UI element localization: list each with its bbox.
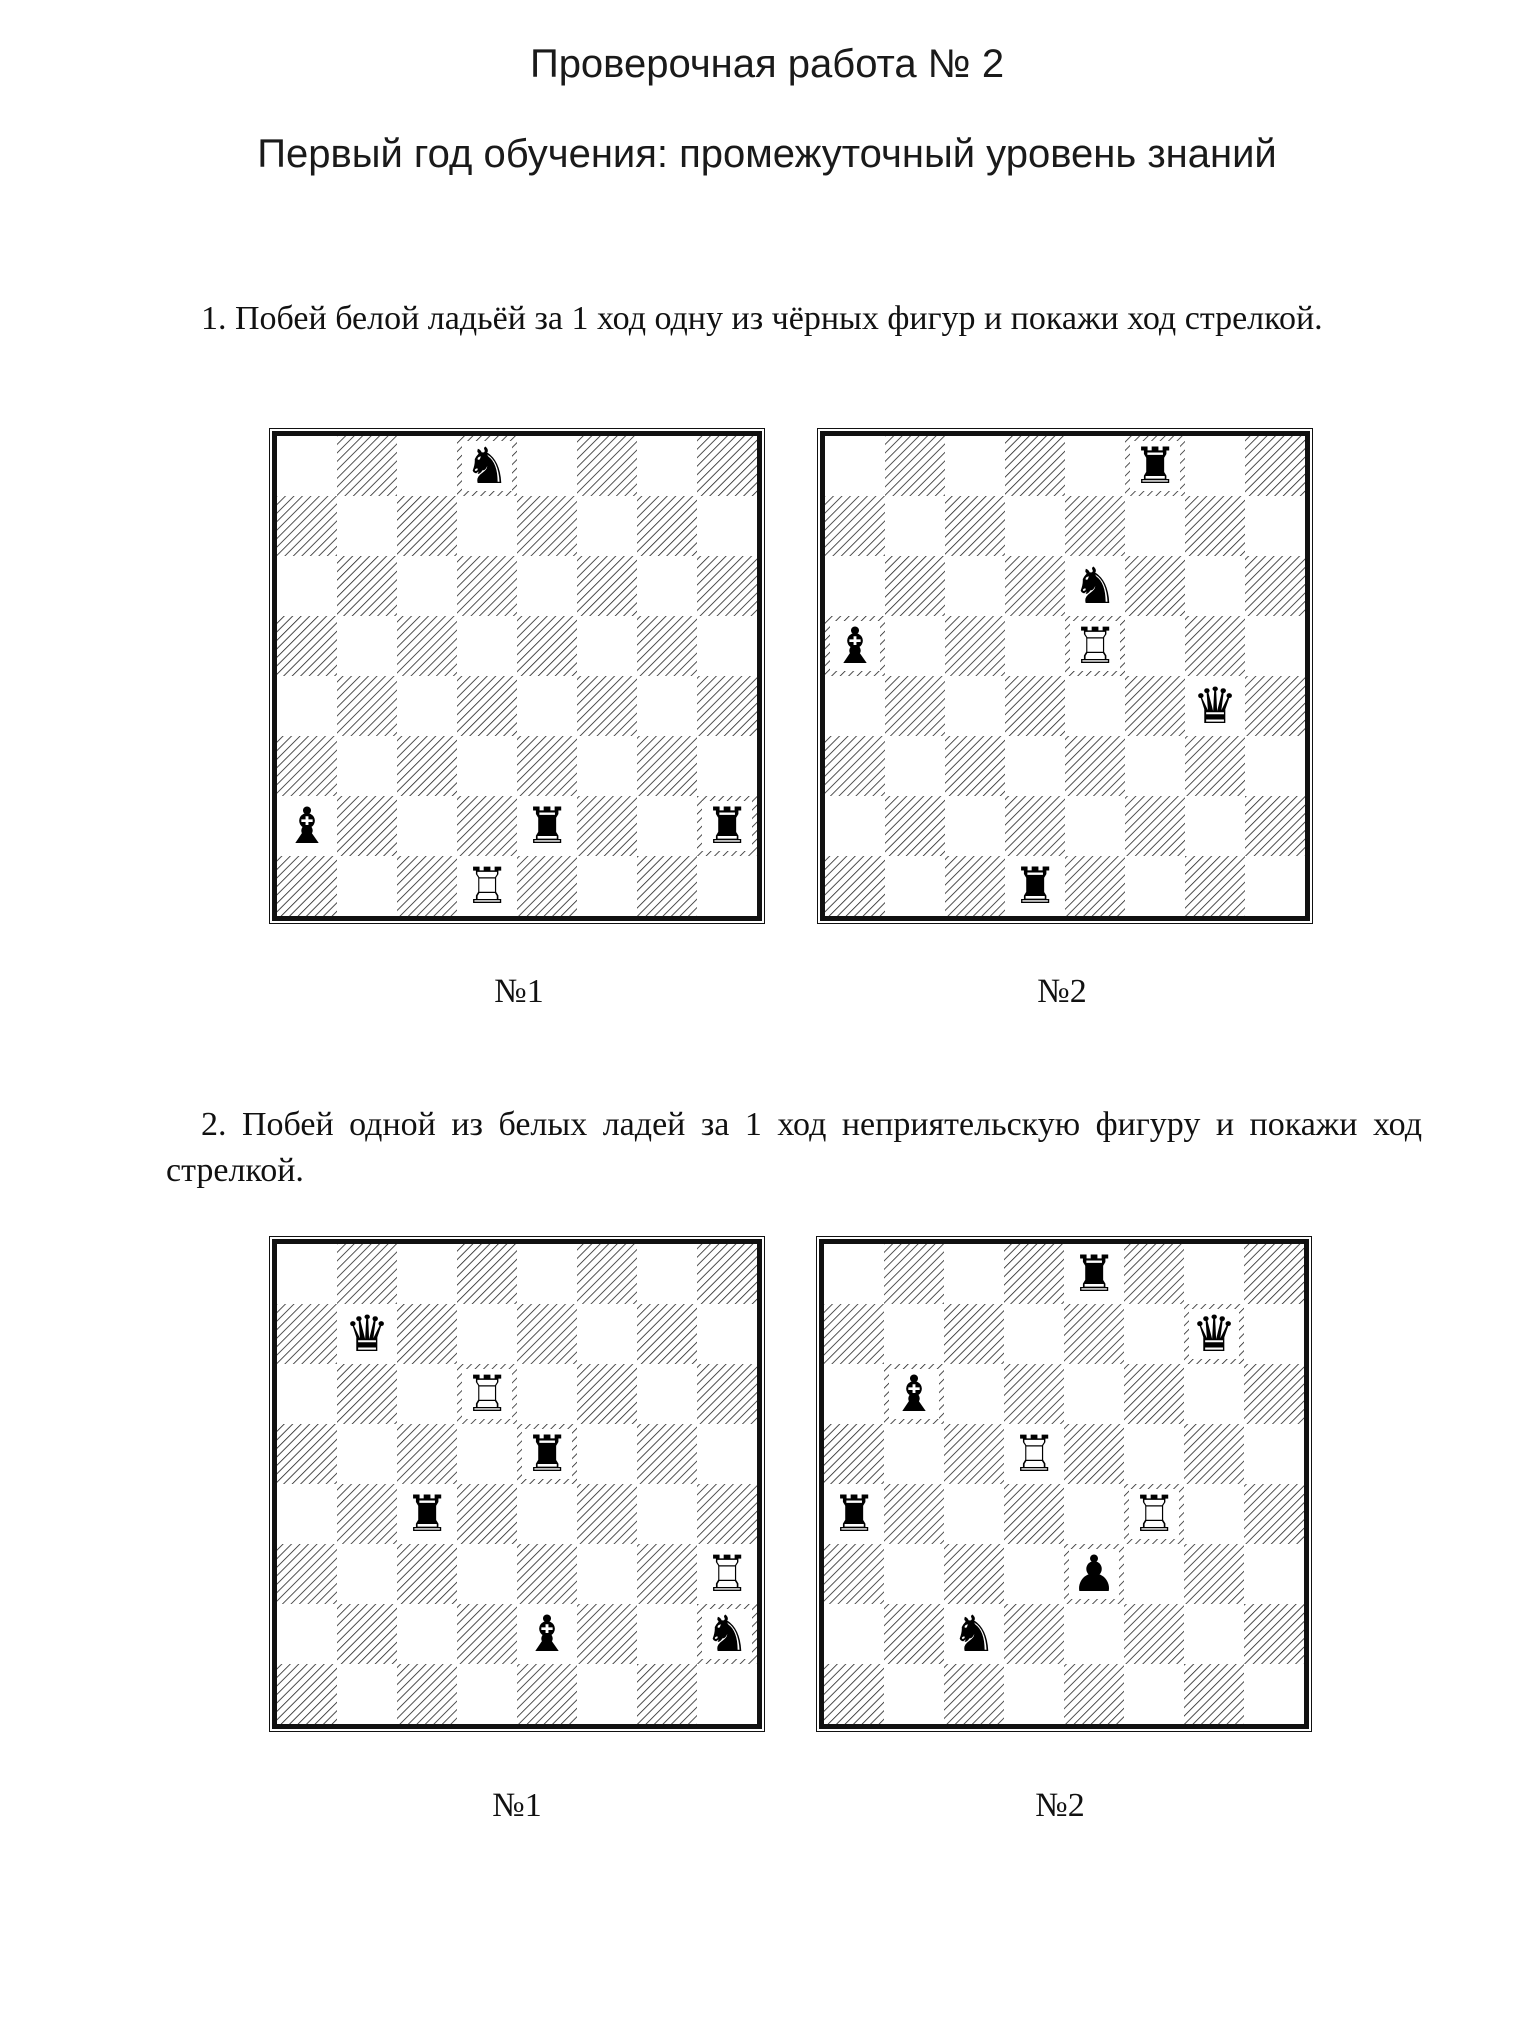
light-square — [1005, 616, 1065, 676]
light-square — [577, 496, 637, 556]
dark-square — [277, 1424, 337, 1484]
light-square — [824, 1244, 884, 1304]
light-square — [1184, 1604, 1244, 1664]
dark-square — [1244, 1484, 1304, 1544]
light-square — [457, 1304, 517, 1364]
dark-square — [577, 556, 637, 616]
dark-square — [277, 496, 337, 556]
light-square — [637, 1364, 697, 1424]
dark-square — [824, 1664, 884, 1724]
dark-square — [637, 496, 697, 556]
light-square — [637, 1484, 697, 1544]
dark-square — [397, 1304, 457, 1364]
light-square — [637, 796, 697, 856]
black-knight-icon: ♞ — [1072, 557, 1118, 615]
dark-square — [337, 1484, 397, 1544]
light-square — [637, 1604, 697, 1664]
dark-square — [397, 736, 457, 796]
black-queen-icon: ♛ — [344, 1305, 390, 1363]
light-square — [1125, 856, 1185, 916]
dark-square — [945, 856, 1005, 916]
light-square — [1185, 796, 1245, 856]
light-square — [1244, 1664, 1304, 1724]
task-1-instruction: 1. Побей белой ладьёй за 1 ход одну из чёрных фигур и покажи ход стрелкой. — [201, 300, 1323, 337]
dark-square — [637, 1664, 697, 1724]
task-1-diagram-2-board — [820, 431, 1310, 921]
dark-square — [884, 1604, 944, 1664]
dark-square — [1185, 616, 1245, 676]
black-queen-icon: ♛ — [1192, 677, 1238, 735]
chess-diagram — [824, 1244, 1304, 1724]
dark-square — [885, 796, 945, 856]
dark-square — [1245, 556, 1305, 616]
dark-square — [517, 496, 577, 556]
dark-square — [1184, 1424, 1244, 1484]
dark-square — [517, 616, 577, 676]
light-square — [1065, 796, 1125, 856]
dark-square — [337, 436, 397, 496]
task-2-instruction: 2. Побей одной из белых ладей за 1 ход неприятельскую фигуру и покажи ход стрелкой. — [166, 1106, 1422, 1189]
black-rook-icon: ♜ — [1132, 437, 1178, 495]
light-square — [697, 1424, 757, 1484]
light-square — [517, 1484, 577, 1544]
light-square — [1124, 1544, 1184, 1604]
light-square — [457, 1544, 517, 1604]
dark-square — [885, 676, 945, 736]
dark-square — [577, 1604, 637, 1664]
dark-square — [337, 1604, 397, 1664]
dark-square — [457, 676, 517, 736]
dark-square — [457, 556, 517, 616]
black-knight-icon: ♞ — [464, 437, 510, 495]
dark-square — [1004, 1244, 1064, 1304]
task-2-diagram-2-caption: №2 — [1035, 1787, 1085, 1824]
light-square — [457, 1664, 517, 1724]
light-square — [884, 1424, 944, 1484]
light-square — [1185, 436, 1245, 496]
light-square — [697, 1304, 757, 1364]
black-queen-icon: ♛ — [1191, 1305, 1237, 1363]
dark-square — [825, 856, 885, 916]
light-square — [637, 436, 697, 496]
light-square — [577, 1424, 637, 1484]
light-square — [337, 856, 397, 916]
dark-square — [457, 1484, 517, 1544]
light-square — [457, 736, 517, 796]
light-square — [277, 556, 337, 616]
white-rook-icon: ♖ — [1072, 617, 1118, 675]
dark-square — [577, 1484, 637, 1544]
light-square — [577, 1544, 637, 1604]
black-pawn-icon: ♟ — [1071, 1545, 1117, 1603]
light-square — [397, 1604, 457, 1664]
dark-square — [397, 1544, 457, 1604]
dark-square — [697, 1484, 757, 1544]
dark-square — [337, 796, 397, 856]
dark-square — [1245, 676, 1305, 736]
dark-square — [397, 1664, 457, 1724]
black-bishop-icon: ♝ — [832, 617, 878, 675]
dark-square — [337, 556, 397, 616]
light-square — [884, 1304, 944, 1364]
light-square — [1245, 856, 1305, 916]
dark-square — [517, 1664, 577, 1724]
light-square — [1125, 736, 1185, 796]
dark-square — [884, 1484, 944, 1544]
dark-square — [637, 736, 697, 796]
dark-square — [697, 676, 757, 736]
light-square — [577, 616, 637, 676]
light-square — [1065, 436, 1125, 496]
light-square — [1065, 676, 1125, 736]
chess-diagram — [277, 1244, 757, 1724]
light-square — [885, 616, 945, 676]
black-rook-icon: ♜ — [404, 1485, 450, 1543]
dark-square — [1184, 1544, 1244, 1604]
light-square — [637, 676, 697, 736]
light-square — [825, 436, 885, 496]
dark-square — [1065, 736, 1125, 796]
dark-square — [337, 676, 397, 736]
light-square — [517, 556, 577, 616]
dark-square — [1065, 856, 1125, 916]
light-square — [277, 676, 337, 736]
light-square — [697, 616, 757, 676]
dark-square — [1184, 1664, 1244, 1724]
light-square — [825, 676, 885, 736]
black-rook-icon: ♜ — [704, 797, 750, 855]
light-square — [1004, 1304, 1064, 1364]
light-square — [1245, 616, 1305, 676]
light-square — [577, 856, 637, 916]
worksheet-title: Проверочная работа № 2 — [529, 42, 1005, 86]
dark-square — [397, 616, 457, 676]
black-rook-icon: ♜ — [524, 1425, 570, 1483]
light-square — [397, 796, 457, 856]
dark-square — [277, 1544, 337, 1604]
dark-square — [1244, 1604, 1304, 1664]
light-square — [1184, 1484, 1244, 1544]
dark-square — [824, 1304, 884, 1364]
light-square — [1004, 1544, 1064, 1604]
dark-square — [637, 1424, 697, 1484]
black-rook-icon: ♜ — [1071, 1245, 1117, 1303]
light-square — [697, 856, 757, 916]
light-square — [397, 676, 457, 736]
dark-square — [1185, 736, 1245, 796]
black-bishop-icon: ♝ — [524, 1605, 570, 1663]
dark-square — [577, 676, 637, 736]
light-square — [697, 496, 757, 556]
task-2-diagram-2-board — [819, 1239, 1309, 1729]
dark-square — [637, 1544, 697, 1604]
dark-square — [1065, 496, 1125, 556]
light-square — [277, 1484, 337, 1544]
light-square — [457, 1424, 517, 1484]
light-square — [885, 496, 945, 556]
dark-square — [457, 1244, 517, 1304]
dark-square — [1125, 676, 1185, 736]
light-square — [1064, 1604, 1124, 1664]
dark-square — [1124, 1364, 1184, 1424]
dark-square — [1185, 496, 1245, 556]
light-square — [1244, 1424, 1304, 1484]
light-square — [1125, 616, 1185, 676]
light-square — [337, 1544, 397, 1604]
light-square — [1125, 496, 1185, 556]
chess-diagram — [277, 436, 757, 916]
dark-square — [637, 616, 697, 676]
light-square — [697, 1664, 757, 1724]
dark-square — [277, 1664, 337, 1724]
dark-square — [697, 556, 757, 616]
dark-square — [944, 1664, 1004, 1724]
light-square — [577, 1304, 637, 1364]
dark-square — [397, 496, 457, 556]
light-square — [825, 556, 885, 616]
light-square — [1245, 496, 1305, 556]
dark-square — [824, 1544, 884, 1604]
white-rook-icon: ♖ — [464, 1365, 510, 1423]
dark-square — [517, 736, 577, 796]
black-rook-icon: ♜ — [524, 797, 570, 855]
light-square — [517, 1244, 577, 1304]
white-rook-icon: ♖ — [1011, 1425, 1057, 1483]
dark-square — [1125, 796, 1185, 856]
light-square — [1244, 1304, 1304, 1364]
black-knight-icon: ♞ — [951, 1605, 997, 1663]
light-square — [825, 796, 885, 856]
white-rook-icon: ♖ — [464, 857, 510, 915]
light-square — [945, 796, 1005, 856]
light-square — [1184, 1364, 1244, 1424]
light-square — [337, 616, 397, 676]
light-square — [697, 736, 757, 796]
dark-square — [337, 1244, 397, 1304]
dark-square — [1244, 1364, 1304, 1424]
dark-square — [944, 1424, 1004, 1484]
white-rook-icon: ♖ — [1131, 1485, 1177, 1543]
light-square — [1124, 1304, 1184, 1364]
light-square — [1005, 496, 1065, 556]
black-rook-icon: ♜ — [831, 1485, 877, 1543]
light-square — [945, 436, 1005, 496]
light-square — [884, 1544, 944, 1604]
light-square — [577, 736, 637, 796]
light-square — [397, 556, 457, 616]
dark-square — [517, 1544, 577, 1604]
dark-square — [1005, 796, 1065, 856]
worksheet-subtitle: Первый год обучения: промежуточный уровень знаний — [257, 132, 1277, 176]
light-square — [337, 1664, 397, 1724]
light-square — [1004, 1664, 1064, 1724]
light-square — [1064, 1484, 1124, 1544]
dark-square — [825, 496, 885, 556]
black-bishop-icon: ♝ — [284, 797, 330, 855]
light-square — [337, 496, 397, 556]
light-square — [1244, 1544, 1304, 1604]
dark-square — [1005, 436, 1065, 496]
light-square — [1184, 1244, 1244, 1304]
dark-square — [277, 856, 337, 916]
task-1-diagram-1-caption: №1 — [494, 973, 544, 1010]
light-square — [944, 1484, 1004, 1544]
dark-square — [944, 1544, 1004, 1604]
dark-square — [945, 616, 1005, 676]
light-square — [517, 1364, 577, 1424]
dark-square — [637, 856, 697, 916]
light-square — [517, 676, 577, 736]
black-knight-icon: ♞ — [704, 1605, 750, 1663]
dark-square — [1244, 1244, 1304, 1304]
light-square — [1005, 736, 1065, 796]
light-square — [1124, 1664, 1184, 1724]
light-square — [884, 1664, 944, 1724]
black-rook-icon: ♜ — [1012, 857, 1058, 915]
light-square — [517, 436, 577, 496]
dark-square — [457, 1604, 517, 1664]
task-1-diagram-1-board — [272, 431, 762, 921]
task-2-diagram-1-board — [272, 1239, 762, 1729]
light-square — [457, 616, 517, 676]
dark-square — [637, 1304, 697, 1364]
light-square — [397, 1364, 457, 1424]
dark-square — [1245, 436, 1305, 496]
light-square — [397, 436, 457, 496]
white-rook-icon: ♖ — [704, 1545, 750, 1603]
dark-square — [697, 436, 757, 496]
light-square — [824, 1364, 884, 1424]
dark-square — [697, 1244, 757, 1304]
light-square — [277, 1244, 337, 1304]
dark-square — [277, 1304, 337, 1364]
light-square — [944, 1244, 1004, 1304]
dark-square — [517, 856, 577, 916]
light-square — [457, 496, 517, 556]
dark-square — [577, 1364, 637, 1424]
dark-square — [1245, 796, 1305, 856]
dark-square — [885, 556, 945, 616]
dark-square — [1125, 556, 1185, 616]
black-bishop-icon: ♝ — [891, 1365, 937, 1423]
dark-square — [1005, 556, 1065, 616]
light-square — [397, 1244, 457, 1304]
dark-square — [577, 796, 637, 856]
dark-square — [825, 736, 885, 796]
task-1-diagram-2-caption: №2 — [1037, 973, 1087, 1010]
dark-square — [1124, 1604, 1184, 1664]
dark-square — [885, 436, 945, 496]
light-square — [277, 1604, 337, 1664]
light-square — [637, 556, 697, 616]
dark-square — [277, 616, 337, 676]
light-square — [1245, 736, 1305, 796]
light-square — [1064, 1364, 1124, 1424]
light-square — [277, 436, 337, 496]
chess-diagram — [825, 436, 1305, 916]
dark-square — [1004, 1484, 1064, 1544]
light-square — [944, 1364, 1004, 1424]
light-square — [885, 736, 945, 796]
dark-square — [277, 736, 337, 796]
dark-square — [1185, 856, 1245, 916]
dark-square — [337, 1364, 397, 1424]
dark-square — [884, 1244, 944, 1304]
dark-square — [577, 1244, 637, 1304]
dark-square — [1004, 1364, 1064, 1424]
light-square — [337, 736, 397, 796]
light-square — [277, 1364, 337, 1424]
dark-square — [1064, 1424, 1124, 1484]
light-square — [637, 1244, 697, 1304]
light-square — [577, 1664, 637, 1724]
dark-square — [1124, 1244, 1184, 1304]
light-square — [885, 856, 945, 916]
light-square — [1124, 1424, 1184, 1484]
dark-square — [1064, 1304, 1124, 1364]
dark-square — [577, 436, 637, 496]
light-square — [945, 676, 1005, 736]
light-square — [1185, 556, 1245, 616]
light-square — [945, 556, 1005, 616]
dark-square — [1064, 1664, 1124, 1724]
dark-square — [517, 1304, 577, 1364]
dark-square — [1005, 676, 1065, 736]
dark-square — [457, 796, 517, 856]
light-square — [824, 1604, 884, 1664]
task-2-diagram-1-caption: №1 — [492, 1787, 542, 1824]
dark-square — [697, 1364, 757, 1424]
dark-square — [397, 856, 457, 916]
dark-square — [1004, 1604, 1064, 1664]
dark-square — [944, 1304, 1004, 1364]
dark-square — [397, 1424, 457, 1484]
dark-square — [824, 1424, 884, 1484]
dark-square — [945, 736, 1005, 796]
dark-square — [945, 496, 1005, 556]
light-square — [337, 1424, 397, 1484]
